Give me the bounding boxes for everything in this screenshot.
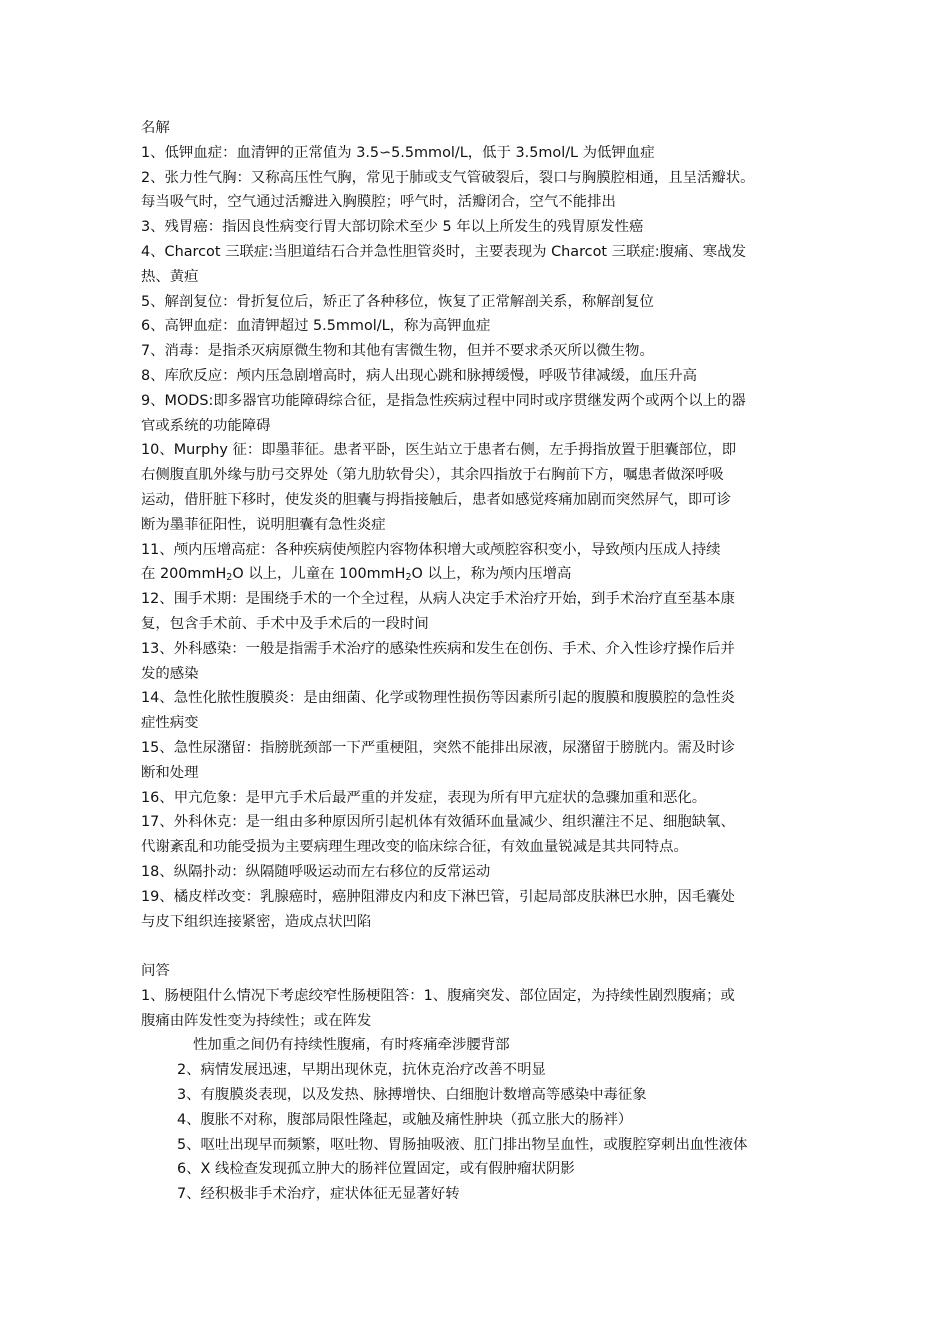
- glossary-line: 7、消毒：是指杀灭病原微生物和其他有害微生物，但并不要求杀灭所以微生物。: [141, 343, 654, 360]
- glossary-line: 断为墨菲征阳性，说明胆囊有急性炎症: [141, 516, 386, 533]
- glossary-line: 6、高钾血症：血清钾超过 5.5mmol/L，称为高钾血症: [141, 318, 491, 335]
- qa-point: 3、有腹膜炎表现，以及发热、脉搏增快、白细胞计数增高等感染中毒征象: [177, 1087, 647, 1104]
- qa-point: 5、呕吐出现早而频繁，呕吐物、胃肠抽吸液、肛门排出物呈血性，或腹腔穿刺出血性液体: [177, 1136, 748, 1153]
- icp-text-c: O 以上，称为颅内压增高: [411, 566, 572, 583]
- glossary-line: 发的感染: [141, 665, 199, 682]
- glossary-line: 4、Charcot 三联症:当胆道结石合并急性胆管炎时，主要表现为 Charcot 三联症:腹痛、寒战发: [141, 243, 746, 260]
- glossary-line: 5、解剖复位：骨折复位后，矫正了各种移位，恢复了正常解剖关系，称解剖复位: [141, 293, 654, 310]
- glossary-line: 13、外科感染：一般是指需手术治疗的感染性疾病和发生在创伤、手术、介入性诊疗操作后并: [141, 640, 735, 657]
- qa-heading: 问答: [141, 963, 170, 980]
- glossary-line: 2、张力性气胸：又称高压性气胸，常见于肺或支气管破裂后，裂口与胸膜腔相通，且呈活瓣状。: [141, 169, 755, 186]
- glossary-heading: 名解: [141, 120, 170, 136]
- glossary-line: 代谢紊乱和功能受损为主要病理生理改变的临床综合征，有效血量锐减是其共同特点。: [141, 839, 688, 856]
- icp-subscript: 2: [226, 572, 233, 584]
- icp-text-a: 在 200mmH: [141, 566, 227, 583]
- glossary-line: 11、颅内压增高症：各种疾病使颅腔内容物体积增大或颅腔容积变小，导致颅内压成人持续: [141, 541, 721, 558]
- glossary-line: 官或系统的功能障碍: [141, 417, 271, 434]
- glossary-line: 右侧腹直肌外缘与肋弓交界处（第九肋软骨尖），其余四指放于右胸前下方，嘱患者做深呼吸: [141, 467, 724, 484]
- glossary-line: 15、急性尿潴留：指膀胱颈部一下严重梗阻，突然不能排出尿液，尿潴留于膀胱内。需及时诊: [141, 739, 735, 756]
- glossary-line: 19、橘皮样改变：乳腺癌时，癌肿阻滞皮内和皮下淋巴管，引起局部皮肤淋巴水肿，因毛囊处: [141, 888, 735, 905]
- qa-point: 4、腹胀不对称，腹部局限性隆起，或触及痛性肿块（孤立胀大的肠袢）: [177, 1111, 633, 1128]
- document-page: [141, 116, 821, 1207]
- glossary-line: 14、急性化脓性腹膜炎：是由细菌、化学或物理性损伤等因素所引起的腹膜和腹膜腔的急性炎: [141, 690, 735, 707]
- glossary-line: 8、库欣反应：颅内压急剧增高时，病人出现心跳和脉搏缓慢，呼吸节律减缓，血压升高: [141, 367, 698, 384]
- glossary-line: 热、黄疸: [141, 268, 199, 285]
- glossary-line: 1、低钾血症：血清钾的正常值为 3.5∽5.5mmol/L，低于 3.5mol/L 为低钾血症: [141, 144, 655, 161]
- qa-point: 7、经积极非手术治疗，症状体征无显著好转: [177, 1186, 460, 1203]
- qa-point: 6、X 线检查发现孤立肿大的肠袢位置固定，或有假肿瘤状阴影: [177, 1161, 575, 1178]
- icp-subscript: 2: [405, 572, 412, 584]
- glossary-line: 16、甲亢危象：是甲亢手术后最严重的并发症，表现为所有甲亢症状的急骤加重和恶化。: [141, 789, 707, 806]
- glossary-line-icp: [141, 562, 821, 587]
- icp-text-b: O 以上，儿童在 100mmH: [232, 566, 406, 583]
- qa-point: 2、病情发展迅速，早期出现休克，抗休克治疗改善不明显: [177, 1062, 546, 1079]
- glossary-line: 每当吸气时，空气通过活瓣进入胸膜腔；呼气时，活瓣闭合，空气不能排出: [141, 194, 616, 211]
- glossary-line: 18、纵隔扑动：纵隔随呼吸运动而左右移位的反常运动: [141, 863, 491, 880]
- qa-line: 腹痛由阵发性变为持续性；或在阵发: [141, 1012, 372, 1029]
- glossary-line: 10、Murphy 征：即墨菲征。患者平卧，医生站立于患者右侧，左手拇指放置于胆囊部位，即: [141, 442, 737, 459]
- glossary-line: 复，包含手术前、手术中及手术后的一段时间: [141, 615, 429, 632]
- qa-line: 1、肠梗阻什么情况下考虑绞窄性肠梗阻答：1、腹痛突发、部位固定，为持续性剧烈腹痛；或: [141, 987, 735, 1004]
- glossary-line: 12、围手术期：是围绕手术的一个全过程，从病人决定手术治疗开始，到手术治疗直至基本康: [141, 591, 735, 608]
- glossary-line: 断和处理: [141, 764, 199, 781]
- glossary-line: 17、外科休克：是一组由多种原因所引起机体有效循环血量减少、组织灌注不足、细胞缺氧、: [141, 814, 735, 831]
- glossary-line: 3、残胃癌：指因良性病变行胃大部切除术至少 5 年以上所发生的残胃原发性癌: [141, 219, 644, 236]
- glossary-line: 与皮下组织连接紧密，造成点状凹陷: [141, 913, 372, 930]
- section-spacer: [141, 934, 821, 959]
- glossary-line: 症性病变: [141, 715, 199, 732]
- glossary-line: 运动，借肝脏下移时，使发炎的胆囊与拇指接触后，患者如感觉疼痛加剧而突然屏气，即可诊: [141, 491, 732, 508]
- glossary-line: 9、MODS:即多器官功能障碍综合征，是指急性疾病过程中同时或序贯继发两个或两个以上的器: [141, 392, 746, 409]
- qa-indented-line: 性加重之间仍有持续性腹痛，有时疼痛牵涉腰背部: [193, 1037, 510, 1054]
